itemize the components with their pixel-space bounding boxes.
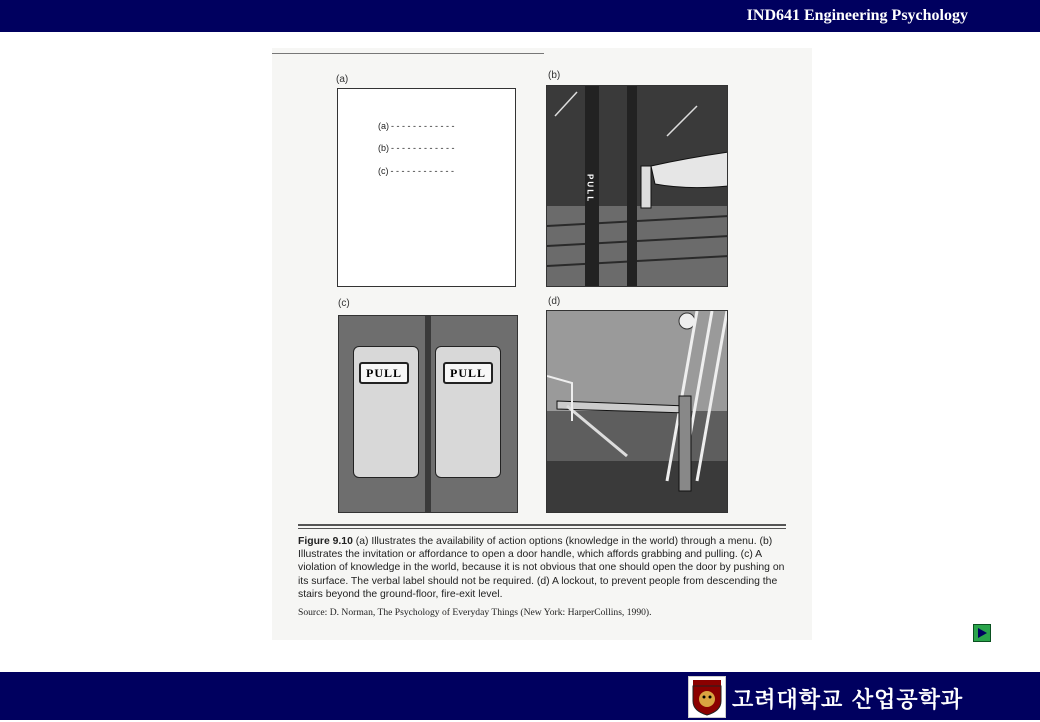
department-name: 고려대학교 산업공학과	[732, 688, 964, 713]
menu-item-a: (a) - - -	[378, 121, 454, 131]
figure-caption	[298, 535, 788, 601]
figure-caption-text: (a) Illustrates the availability of action options (knowledge in the world) through a menu. (b) Illustrates the invitation or affordance to open a door handle, which affords grabbing and pulling. (c) A violation of knowledge in the world, because it is not obvious that one should open the door by pushing on its surface. The verbal label should not be required. (d) A lockout, to prevent people from descending the stairs beyond the ground-floor, fire-exit level.	[298, 536, 785, 600]
pull-sign-left: PULL	[359, 362, 409, 384]
header-bar	[0, 0, 1040, 32]
panel-a-menu	[337, 88, 516, 287]
stair-lockout-illustration	[547, 311, 728, 513]
menu-item-b: (b) - - -	[378, 143, 454, 153]
pull-sign-right: PULL	[443, 362, 493, 384]
caption-top-rule-2	[298, 528, 786, 529]
panel-c-pull-doors	[338, 315, 518, 513]
door-frame-center	[425, 316, 431, 513]
figure-source: Source: D. Norman, The Psychology of Everyday Things (New York: HarperCollins, 1990).	[298, 607, 652, 618]
next-slide-button[interactable]	[973, 624, 991, 642]
panel-d-stair-lockout	[546, 310, 728, 513]
course-title: IND641 Engineering Psychology	[746, 7, 968, 24]
panel-label-d: (d)	[548, 296, 561, 307]
figure-caption-label: Figure 9.10	[298, 536, 353, 547]
scan-edge-line	[272, 53, 544, 54]
panel-label-b: (b)	[548, 70, 561, 81]
panel-label-c: (c)	[338, 298, 350, 309]
menu-item-c: (c) - - -	[378, 166, 454, 176]
panel-b-door-handle	[546, 85, 728, 287]
door-handle-illustration	[547, 86, 728, 287]
pull-vertical-label: P U L L	[585, 174, 595, 202]
panel-label-a: (a)	[336, 74, 349, 85]
caption-top-rule	[298, 524, 786, 526]
university-crest-icon	[688, 676, 726, 718]
